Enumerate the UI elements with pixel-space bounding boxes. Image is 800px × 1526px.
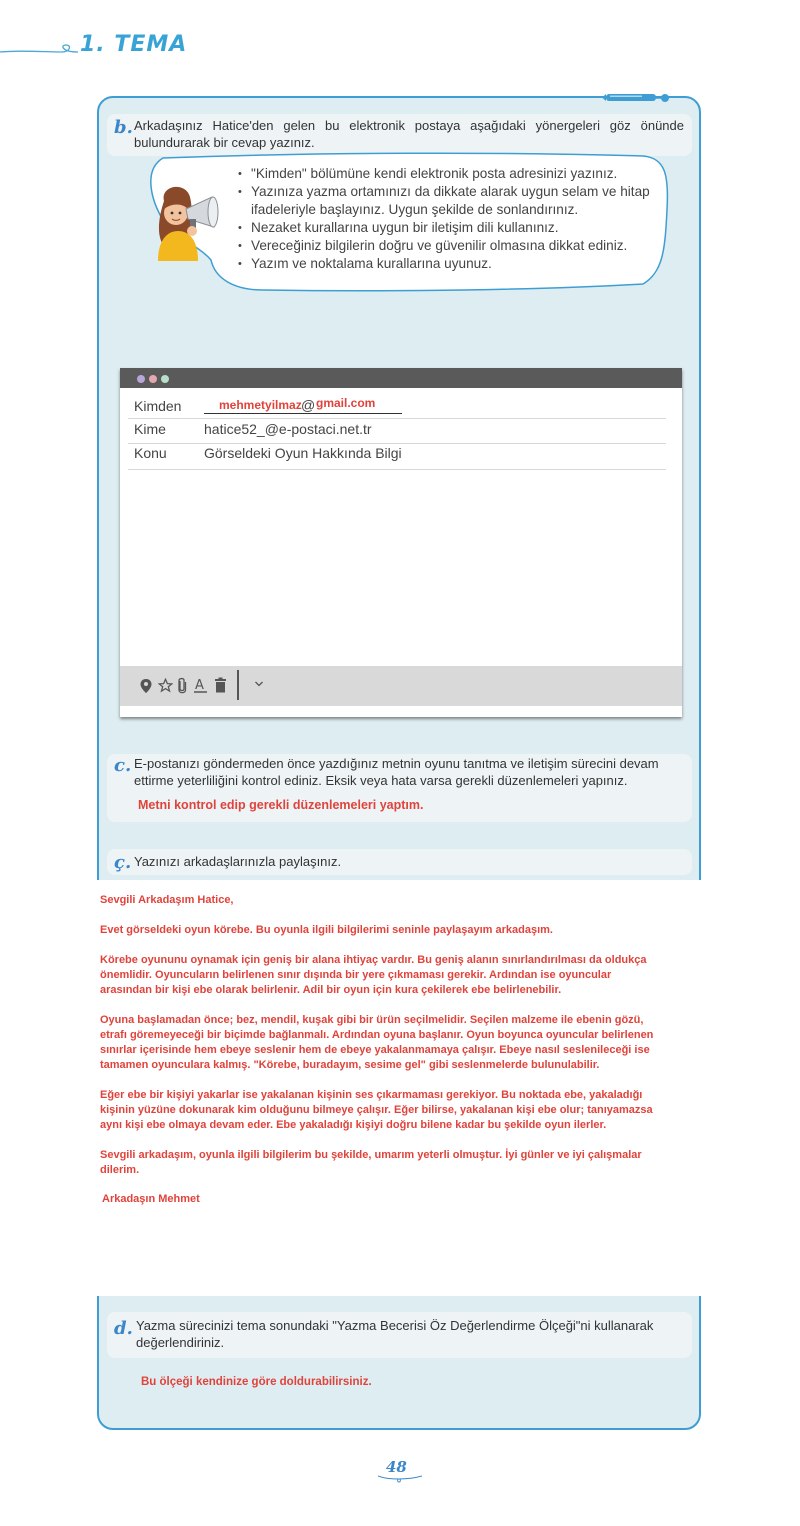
toolbar-divider	[237, 670, 239, 700]
task-d-letter: d.	[114, 1318, 133, 1339]
to-field[interactable]: hatice52_@e-postaci.net.tr	[204, 421, 372, 437]
tema-heading: 1. TEMA	[80, 32, 188, 57]
task-c-letter: c.	[114, 755, 132, 776]
paperclip-icon[interactable]	[177, 677, 187, 694]
divider	[128, 418, 666, 419]
task-c-answer: Metni kontrol edip gerekli düzenlemeleri yaptım.	[138, 798, 424, 812]
email-to-row	[134, 421, 664, 443]
email-toolbar	[120, 666, 682, 706]
instruction-item: • Vereceğiniz bilgilerin doğru ve güvenilir olmasına dikkat ediniz.	[238, 237, 668, 255]
chevron-down-icon[interactable]	[254, 680, 264, 688]
email-subject-row	[134, 445, 664, 467]
task-d-answer: Bu ölçeği kendinize göre doldurabilirsiniz.	[141, 1376, 372, 1388]
from-label: Kimden	[134, 398, 182, 414]
from-field[interactable]	[204, 398, 402, 414]
to-label: Kime	[134, 421, 166, 437]
instruction-item: • "Kimden" bölümüne kendi elektronik posta adresinizi yazınız.	[238, 165, 668, 183]
subject-field[interactable]: Görseldeki Oyun Hakkında Bilgi	[204, 445, 402, 461]
letter-paragraph: Sevgili arkadaşım, oyunla ilgili bilgilerim bu şekilde, umarım yeterli olmuştur. İyi günler ve iyi çalışmalar dilerim.	[100, 1149, 642, 1176]
window-dot-icon	[149, 375, 157, 383]
letter-paragraph: Eğer ebe bir kişiyi yakarlar ise yakalanan kişinin ses çıkarmaması gerekiyor. Bu noktada ebe, yakaladığı kişinin yüzüne dokunarak kim olduğunu bilmeye çalışır. Eğer bilirse, yakalanan kişi ebe olur; tanıyamazsa aynı kişi ebe olmaya devam eder. Ebe yakaladığı kişiyi doğru bilene kadar bu şekilde oyun ilerler.	[100, 1089, 653, 1131]
instruction-list	[238, 165, 668, 273]
letter-paragraph: Oyuna başlamadan önce; bez, mendil, kuşak gibi bir ürün seçilmelidir. Seçilen malzeme ile ebenin gözü, etrafı göremeyeceği bir biçimde bağlanmalı. Ardından oyuna başlanır. Oyun boyunca oyuncular belirlenen sınırlar içerisinde hem ebeye seslenir hem de ebeye yakalanmamaya çalışır. Ebeye nasıl seslenileceği ise tamamen oyunculara kalmış. "Körebe, buradayım, sesime gel" gibi seslenmelerde bulunulabilir.	[100, 1014, 654, 1071]
task-c-text: E-postanızı göndermeden önce yazdığınız metnin oyunu tanıtma ve iletişim sürecini devam ettirme yeterliliğini kontrol ediniz. Eksik veya hata varsa gerekli düzenlemeleri yapınız.	[134, 756, 659, 788]
letter-paragraph: Körebe oyununu oynamak için geniş bir alana ihtiyaç vardır. Bu geniş alanın sınırlandırılması da oldukça önemlidir. Oyuncuların belirlenen sınır dışında bir yere çıkmaması gerekir. Ardından ise oyuncular arasından bir kişi ebe olarak belirlenir. Adil bir oyun için kura çekilerek ebe belirlenebilir.	[100, 954, 647, 996]
email-window	[120, 368, 682, 717]
letter-paragraph: Evet görseldeki oyun körebe. Bu oyunla ilgili bilgilerimi seninle paylaşayım arkadaşım.	[100, 924, 553, 936]
divider	[128, 443, 666, 444]
from-user-text: mehmetyilmaz	[219, 398, 302, 412]
email-titlebar	[120, 368, 682, 388]
page-number: 48	[386, 1458, 407, 1476]
girl-megaphone-illustration	[150, 183, 230, 261]
tema-decoration-line	[0, 0, 90, 70]
letter-greeting: Sevgili Arkadaşım Hatice,	[100, 894, 234, 906]
pencil-icon	[600, 92, 672, 104]
instruction-item: • Yazınıza yazma ortamınızı da dikkate alarak uygun selam ve hitap ifadeleriyle başlayınız. Uygun şekilde de sonlandırınız.	[238, 183, 668, 219]
task-cc-letter: ç.	[114, 852, 132, 873]
star-icon[interactable]	[158, 678, 173, 693]
subject-label: Konu	[134, 445, 167, 461]
task-d-text: Yazma sürecinizi tema sonundaki "Yazma Becerisi Öz Değerlendirme Ölçeği"ni kullanarak değerlendiriniz.	[136, 1318, 654, 1350]
letter-signature: Arkadaşın Mehmet	[102, 1193, 200, 1205]
location-icon[interactable]	[139, 678, 153, 694]
task-b-letter: b.	[114, 117, 133, 138]
task-cc-text: Yazınızı arkadaşlarınızla paylaşınız.	[134, 854, 342, 869]
task-b-text: Arkadaşınız Hatice'den gelen bu elektronik postaya aşağıdaki yönergeleri göz önünde bulundurarak bir cevap yazınız.	[134, 118, 684, 150]
instruction-item: • Yazım ve noktalama kurallarına uyunuz.	[238, 255, 668, 273]
reply-letter	[100, 893, 660, 1207]
trash-icon[interactable]	[214, 677, 227, 693]
window-dot-icon	[161, 375, 169, 383]
text-format-icon[interactable]	[194, 676, 207, 694]
email-body-area[interactable]	[120, 470, 682, 666]
svg-text:A: A	[195, 678, 204, 693]
at-sign: @	[301, 397, 316, 413]
email-from-row	[134, 398, 664, 420]
window-dot-icon	[137, 375, 145, 383]
from-domain-text: gmail.com	[316, 396, 376, 410]
instruction-item: • Nezaket kurallarına uygun bir iletişim dili kullanınız.	[238, 219, 668, 237]
